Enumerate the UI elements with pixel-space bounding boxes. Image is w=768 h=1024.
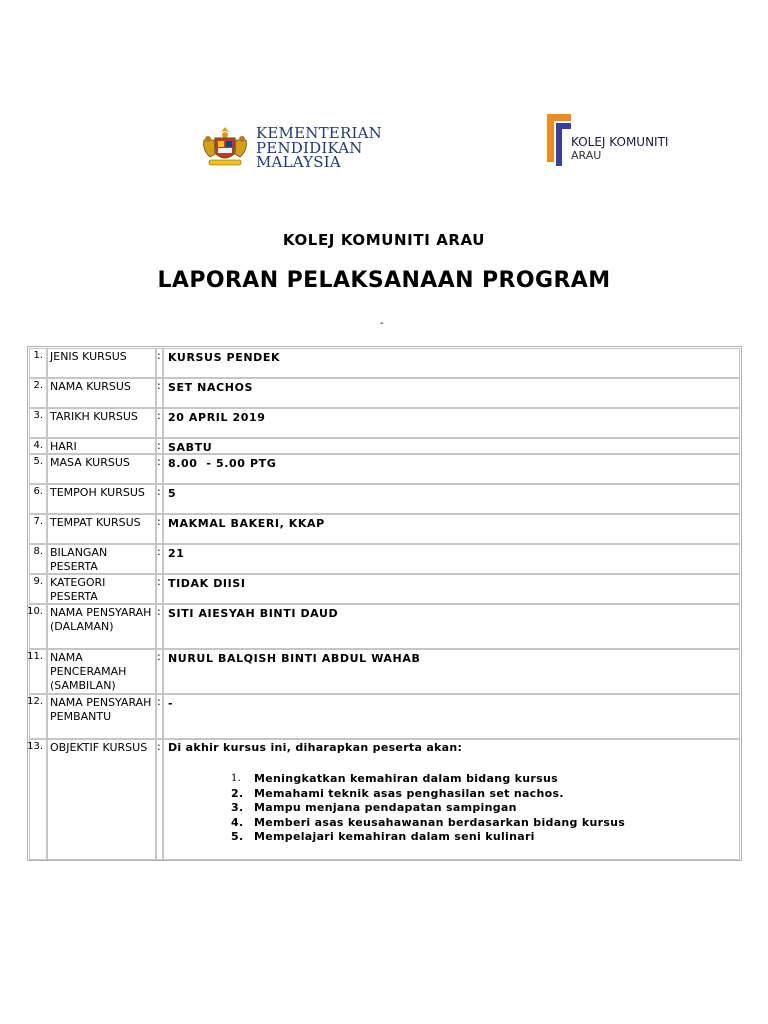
ministry-name-line2: PENDIDIKAN	[256, 138, 363, 157]
report-title: LAPORAN PELAKSANAAN PROGRAM	[157, 268, 611, 293]
objective-intro: Di akhir kursus ini, diharapkan peserta akan:	[168, 741, 463, 754]
table-row	[28, 574, 741, 604]
table-row-objective	[28, 739, 741, 860]
row-value: 5	[168, 487, 177, 500]
row-colon: :	[157, 349, 161, 362]
college-logo	[545, 114, 675, 168]
table-row	[28, 348, 741, 378]
row-colon: :	[157, 650, 161, 663]
row-colon: :	[157, 439, 161, 452]
row-value: -	[168, 697, 174, 710]
row-label: BILANGAN PESERTA	[50, 546, 108, 573]
list-item	[231, 816, 625, 831]
table-row	[28, 649, 741, 694]
coat-of-arms-icon	[200, 124, 250, 168]
table-row	[28, 484, 741, 514]
table-row	[28, 694, 741, 739]
table-row	[28, 514, 741, 544]
row-value: 20 APRIL 2019	[168, 411, 266, 424]
list-number: 2.	[231, 786, 244, 800]
list-item	[231, 830, 625, 845]
row-colon: :	[157, 455, 161, 468]
row-colon: :	[157, 379, 161, 392]
table-row	[28, 544, 741, 574]
row-label: NAMA PENSYARAH PEMBANTU	[50, 696, 152, 723]
list-text: Meningkatkan kemahiran dalam bidang kursus	[254, 772, 558, 785]
ministry-name-line1: KEMENTERIAN	[256, 124, 382, 142]
row-number: 1.	[33, 350, 43, 361]
row-label: JENIS KURSUS	[50, 350, 127, 363]
list-number: 4.	[231, 815, 244, 829]
row-number: 2.	[33, 380, 43, 391]
table-row	[28, 408, 741, 438]
row-value: KURSUS PENDEK	[168, 351, 281, 364]
list-text: Memberi asas keusahawanan berdasarkan bidang kursus	[254, 815, 626, 829]
row-value: SITI AIESYAH BINTI DAUD	[168, 607, 339, 620]
list-text: Mempelajari kemahiran dalam seni kulinari	[254, 830, 535, 843]
separator-dash: -	[380, 318, 384, 329]
row-value: 8.00 - 5.00 PTG	[168, 457, 277, 470]
list-text: Mampu menjana pendapatan sampingan	[254, 801, 517, 814]
objective-list	[231, 772, 625, 845]
ministry-name-line3: MALAYSIA	[256, 153, 341, 171]
row-number: 4.	[33, 440, 43, 451]
table-row	[28, 454, 741, 484]
row-label: TARIKH KURSUS	[50, 410, 138, 423]
row-value: SET NACHOS	[168, 381, 254, 394]
row-value: TIDAK DIISI	[168, 577, 246, 590]
row-colon: :	[157, 485, 161, 498]
row-label: NAMA PENSYARAH (DALAMAN)	[50, 606, 152, 633]
row-number: 8.	[33, 546, 43, 557]
row-number: 12.	[27, 696, 43, 707]
row-value: 21	[168, 547, 185, 560]
row-label: HARI	[50, 440, 77, 453]
row-colon: :	[157, 605, 161, 618]
list-text: Memahami teknik asas penghasilan set nachos.	[254, 786, 564, 800]
row-label: OBJEKTIF KURSUS	[50, 741, 148, 754]
row-number: 11.	[27, 651, 43, 662]
row-number: 7.	[33, 516, 43, 527]
row-label: KATEGORI PESERTA	[50, 576, 106, 603]
list-item	[231, 787, 625, 802]
college-logo-text	[571, 136, 668, 162]
row-label: NAMA PENCERAMAH (SAMBILAN)	[50, 651, 127, 692]
college-mark-icon	[545, 114, 571, 166]
row-label: TEMPAT KURSUS	[50, 516, 141, 529]
row-number: 6.	[33, 486, 43, 497]
program-details-table	[27, 346, 742, 861]
row-value: SABTU	[168, 441, 213, 454]
row-value: NURUL BALQISH BINTI ABDUL WAHAB	[168, 652, 421, 665]
row-colon: :	[157, 575, 161, 588]
row-number: 10.	[27, 606, 43, 617]
row-colon: :	[157, 515, 161, 528]
table-row	[28, 438, 741, 454]
row-number: 5.	[33, 456, 43, 467]
list-number: 1.	[231, 773, 242, 784]
ministry-name	[256, 126, 382, 170]
list-number: 5.	[231, 830, 244, 843]
college-logo-line2: ARAU	[571, 149, 602, 162]
row-colon: :	[157, 695, 161, 708]
college-name-heading: KOLEJ KOMUNITI ARAU	[282, 231, 486, 249]
row-number: 3.	[33, 410, 43, 421]
row-colon: :	[157, 409, 161, 422]
row-label: TEMPOH KURSUS	[50, 486, 145, 499]
table-row	[28, 378, 741, 408]
row-label: MASA KURSUS	[50, 456, 130, 469]
row-colon: :	[157, 545, 161, 558]
list-item	[231, 801, 625, 816]
row-value: MAKMAL BAKERI, KKAP	[168, 517, 325, 530]
table-row	[28, 604, 741, 649]
ministry-logo	[200, 124, 382, 171]
row-number: 9.	[33, 576, 43, 587]
list-item	[231, 772, 625, 787]
college-logo-line1: KOLEJ KOMUNITI	[571, 135, 669, 149]
row-number: 13.	[27, 741, 43, 752]
list-number: 3.	[231, 801, 244, 814]
row-colon: :	[157, 740, 161, 753]
row-label: NAMA KURSUS	[50, 380, 131, 393]
